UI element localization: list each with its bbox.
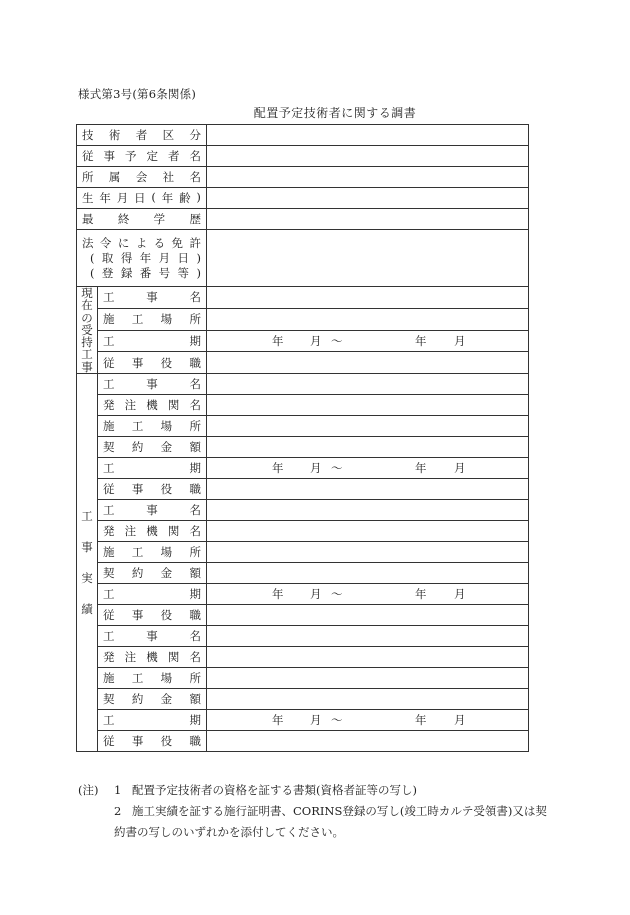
work-record-row [77,437,529,458]
row-label: 所 属 会 社 名 [77,167,207,188]
work-record-row [77,647,529,668]
work-record-row [77,563,529,584]
period-text: 月 [310,333,322,348]
field-label: 施 工 場 所 [98,308,207,330]
work-record-row [77,374,529,395]
period-text: 月 [310,461,322,476]
form-number: 様式第3号(第6条関係) [78,87,197,101]
value-field[interactable] [207,125,529,146]
period-text: 〜 [331,587,343,602]
field-label: 従 事 役 職 [98,479,207,500]
value-field[interactable] [207,308,529,330]
field-label: 施 工 場 所 [98,542,207,563]
work-record-row [77,395,529,416]
field-label: 工 期 [98,330,207,352]
field-label: 工 事 名 [98,374,207,395]
field-label: 従 事 役 職 [98,731,207,752]
period-text: 年 [272,333,284,348]
row-label: 最 終 学 歴 [77,209,207,230]
work-record-row [77,584,529,605]
period-text: 月 [310,713,322,728]
field-label: 従 事 役 職 [98,605,207,626]
note-prefix: (注) [78,783,99,797]
work-record-row [77,458,529,479]
period-text: 月 [454,587,466,602]
period-field[interactable] [207,710,529,731]
period-text: 〜 [331,461,343,476]
field-label: 発 注 機 関 名 [98,521,207,542]
value-field[interactable] [207,437,529,458]
value-field[interactable] [207,626,529,647]
period-text: 年 [272,461,284,476]
value-field[interactable] [207,230,529,287]
field-label: 工 事 名 [98,287,207,309]
value-field[interactable] [207,287,529,309]
row-engineer-name [77,146,529,167]
work-record-row [77,626,529,647]
work-record-row [77,731,529,752]
note-number: 2 [114,804,122,818]
field-label: 工 事 名 [98,626,207,647]
work-record-row [77,710,529,731]
field-label: 工 期 [98,458,207,479]
period-field[interactable] [207,584,529,605]
field-label: 発 注 機 関 名 [98,395,207,416]
period-text: 年 [415,333,427,348]
row-birth-date [77,188,529,209]
period-text: 月 [454,333,466,348]
field-label: 契 約 金 額 [98,689,207,710]
period-text: 〜 [331,713,343,728]
value-field[interactable] [207,209,529,230]
row-license [77,230,529,287]
value-field[interactable] [207,374,529,395]
period-text: 年 [415,713,427,728]
current-work-row [77,330,529,352]
period-text: 年 [415,461,427,476]
work-record-row [77,689,529,710]
value-field[interactable] [207,167,529,188]
work-record-row [77,416,529,437]
field-label: 発 注 機 関 名 [98,647,207,668]
value-field[interactable] [207,395,529,416]
work-record-row [77,668,529,689]
value-field[interactable] [207,146,529,167]
value-field[interactable] [207,689,529,710]
row-education [77,209,529,230]
work-record-row [77,479,529,500]
period-text: 月 [454,461,466,476]
row-label: 技 術 者 区 分 [77,125,207,146]
period-text: 年 [415,587,427,602]
row-tech-class [77,125,529,146]
period-text: 〜 [331,333,343,348]
value-field[interactable] [207,416,529,437]
value-field[interactable] [207,647,529,668]
value-field[interactable] [207,500,529,521]
current-work-row [77,308,529,330]
field-label: 工 事 名 [98,500,207,521]
period-text: 月 [310,587,322,602]
value-field[interactable] [207,605,529,626]
value-field[interactable] [207,563,529,584]
period-text: 月 [454,713,466,728]
field-label: 契 約 金 額 [98,563,207,584]
note-text: 配置予定技術者の資格を証する書類(資格者証等の写し) [132,783,417,797]
field-label: 施 工 場 所 [98,668,207,689]
notes [78,780,547,843]
value-field[interactable] [207,188,529,209]
period-text: 年 [272,587,284,602]
field-label: 工 期 [98,710,207,731]
work-record-row [77,521,529,542]
value-field[interactable] [207,352,529,374]
value-field[interactable] [207,479,529,500]
period-field[interactable] [207,330,529,352]
value-field[interactable] [207,542,529,563]
note-number: 1 [114,783,122,797]
work-record-row [77,542,529,563]
note-text: 施工実績を証する施行証明書、CORINS登録の写し(竣工時カルテ受領書)又は契 [132,804,547,818]
value-field[interactable] [207,668,529,689]
note-2 [78,801,547,822]
period-text: 年 [272,713,284,728]
document-title: 配置予定技術者に関する調書 [253,106,417,120]
work-record-row [77,605,529,626]
period-field[interactable] [207,458,529,479]
row-label: 生 年 月 日 ( 年 齢 ) [77,188,207,209]
value-field[interactable] [207,521,529,542]
note-2-continued: 約書の写しのいずれかを添付してください。 [114,825,344,839]
engineer-table [76,124,529,752]
field-label: 契 約 金 額 [98,437,207,458]
current-work-row [77,352,529,374]
work-record-label: 工 事 実 績 [77,374,98,752]
current-work-label: 現 在 の 受 持 工 事 [77,287,98,374]
row-label: 法 令 に よ る 免 許 ( 取 得 年 月 日 ) ( 登 録 番 号 等 ) [77,230,207,287]
row-company [77,167,529,188]
field-label: 施 工 場 所 [98,416,207,437]
row-label: 従 事 予 定 者 名 [77,146,207,167]
value-field[interactable] [207,731,529,752]
work-record-row [77,500,529,521]
field-label: 従 事 役 職 [98,352,207,374]
field-label: 工 期 [98,584,207,605]
note-1 [78,780,547,801]
current-work-row [77,287,529,309]
